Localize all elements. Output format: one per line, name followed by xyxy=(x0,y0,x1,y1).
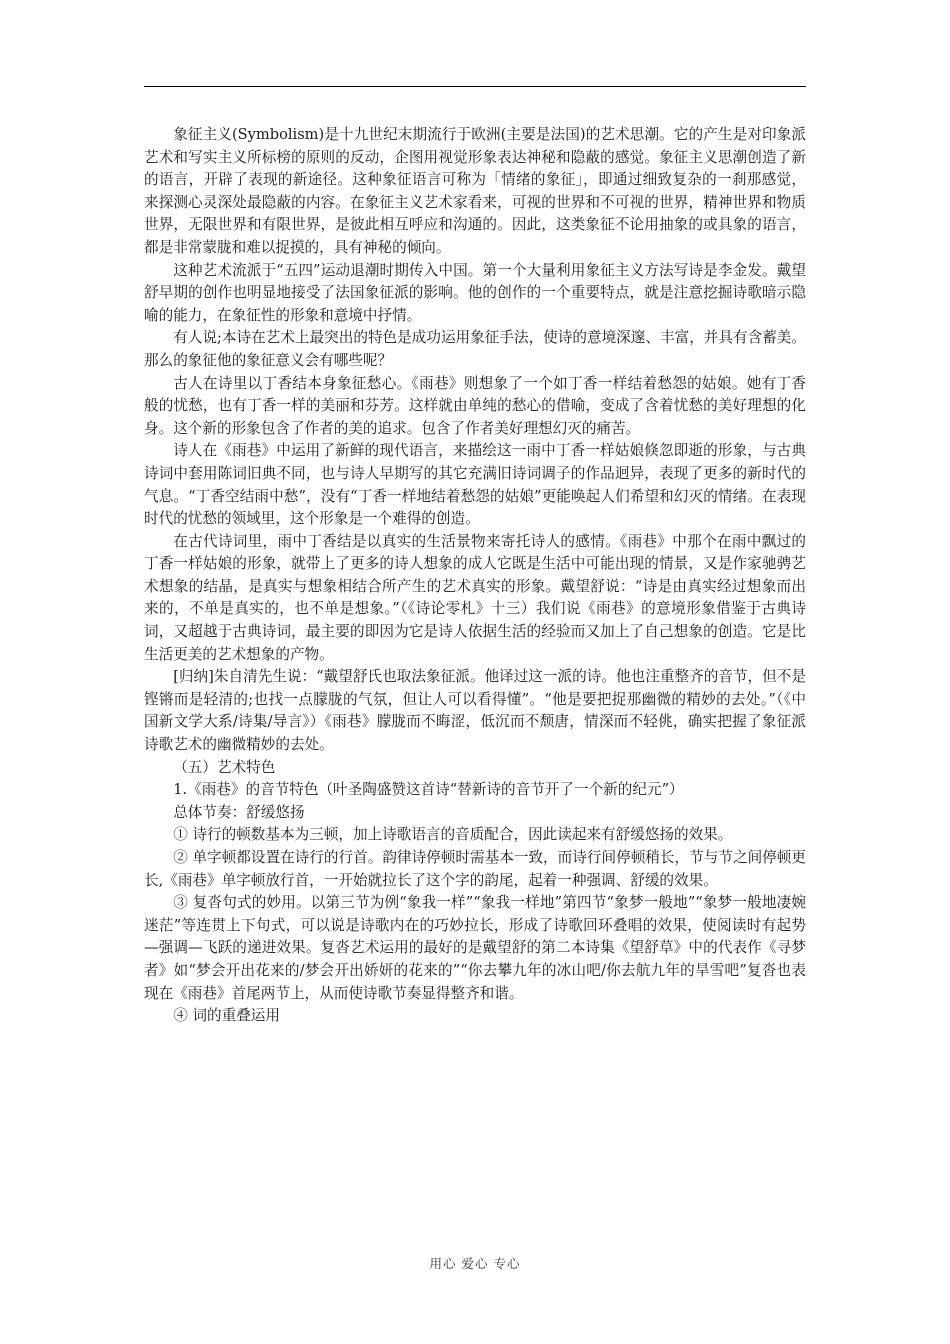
paragraph-symbolism-in-china: 这种艺术流派于“五四”运动退潮时期传入中国。第一个大量利用象征主义方法写诗是李金发。戴望舒早期的创作也明显地接受了法国象征派的影响。他的创作的一个重要特点，就是注意挖掘诗歌暗示隐喻的能力，在象征性的形象和意境中抒情。 xyxy=(144,261,806,324)
paragraph-symbolism-definition: 象征主义(Symbolism)是十九世纪末期流行于欧洲(主要是法国)的艺术思潮。它的产生是对印象派艺术和写实主义所标榜的原则的反动，企图用视觉形象表达神秘和隐蔽的感觉。象征主义思潮创造了新的语言，开辟了表现的新途径。这种象征语言可称为「情绪的象征」，即通过细致复杂的一刹那感觉，来探测心灵深处最隐蔽的内容。在象征主义艺术家看来，可视的世界和不可视的世界，精神世界和物质世界，无限世界和有限世界，是彼此相互呼应和沟通的。因此，这类象征不论用抽象的或具象的语言，都是非常蒙胧和难以捉摸的，具有神秘的倾向。 xyxy=(144,126,806,256)
paragraph-lilac-symbol: 古人在诗里以丁香结本身象征愁心。《雨巷》则想象了一个如丁香一样结着愁怨的姑娘。她有丁香般的忧愁，也有丁香一样的美丽和芬芳。这样就由单纯的愁心的借喻，变成了含着忧愁的美好理想的化身。这个新的形象包含了作者的美的追求。包含了作者美好理想幻灭的痛苦。 xyxy=(144,374,806,437)
point-4: ④ 词的重叠运用 xyxy=(173,1007,280,1025)
point-2: ② 单字顿都设置在诗行的行首。韵律诗停顿时需基本一致，而诗行间停顿稍长，节与节之间停顿更长,《雨巷》单字顿放行首，一开始就拉长了这个字的韵尾，起着一种强调、舒缓的效果。 xyxy=(144,849,806,889)
paragraph-real-and-imagined: 在古代诗词里，雨中丁香结是以真实的生活景物来寄托诗人的感情。《雨巷》中那个在雨中飘过的丁香一样姑娘的形象，就带上了更多的诗人想象的成人它既是生活中可能出现的情景，又是作家驰骋艺术想象的结晶，是真实与想象相结合所产生的艺术真实的形象。戴望舒说：“诗是由真实经过想象而出来的，不单是真实的，也不单是想象。”（《诗论零札》十三）我们说《雨巷》的意境形象借鉴于古典诗词，又超越于古典诗词，最主要的即因为它是诗人依据生活的经验而又加上了自己想象的创造。它是比生活更美的艺术想象的产物。 xyxy=(144,532,806,663)
header-rule xyxy=(144,86,806,87)
overall-rhythm: 总体节奏：舒缓悠扬 xyxy=(173,803,305,821)
paragraph-question: 有人说;本诗在艺术上最突出的特色是成功运用象征手法，使诗的意境深邃、丰富，并具有含蓄美。那么的象征他的象征意义会有哪些呢？ xyxy=(144,329,806,369)
page-footer: 用心 爱心 专心 xyxy=(429,1256,521,1271)
body-text xyxy=(144,124,806,1028)
section-heading-art-features: （五）艺术特色 xyxy=(173,758,276,776)
point-1: ① 诗行的顿数基本为三顿，加上诗歌语言的音质配合，因此读起来有舒缓悠扬的效果。 xyxy=(173,826,733,844)
paragraph-modern-language: 诗人在《雨巷》中运用了新鲜的现代语言，来描绘这一雨中丁香一样姑娘倏忽即逝的形象，与古典诗词中套用陈词旧典不同，也与诗人早期写的其它充满旧诗词调子的作品迥异，表现了更多的新时代的气息。“丁香空结雨中愁”，没有“丁香一样地结着愁怨的姑娘”更能唤起人们希望和幻灭的情绪。在表现时代的忧愁的领域里，这个形象是一个难得的创造。 xyxy=(144,442,806,528)
point-3: ③ 复沓句式的妙用。以第三节为例“象我一样”“象我一样地”第四节“象梦一般地”“象梦一般地凄婉迷茫”等连贯上下句式，可以说是诗歌内在的巧妙拉长，形成了诗歌回环叠唱的效果，使阅读时有起势—强调—飞跃的递进效果。复沓艺术运用的最好的是戴望舒的第二本诗集《望舒草》中的代表作《寻梦者》如“梦会开出花来的/梦会开出娇妍的花来的”“你去攀九年的冰山吧/你去航九年的旱雪吧”复沓也表现在《雨巷》首尾两节上，从而使诗歌节奏显得整齐和谐。 xyxy=(144,894,806,1002)
paragraph-summary: [归纳]朱自清先生说：“戴望舒氏也取法象征派。他译过这一派的诗。他也注重整齐的音节，但不是铿锵而是轻清的;也找一点朦胧的气氛，但让人可以看得懂”。“他是要把捉那幽微的精妙的去处。”（《中国新文学大系/诗集/导言》）《雨巷》朦胧而不晦涩，低沉而不颓唐，情深而不轻佻，确实把握了象征派诗歌艺术的幽微精妙的去处。 xyxy=(144,668,806,754)
subheading-rhythm: 1.《雨巷》的音节特色（叶圣陶盛赞这首诗“替新诗的音节开了一个新的纪元”） xyxy=(173,781,684,799)
